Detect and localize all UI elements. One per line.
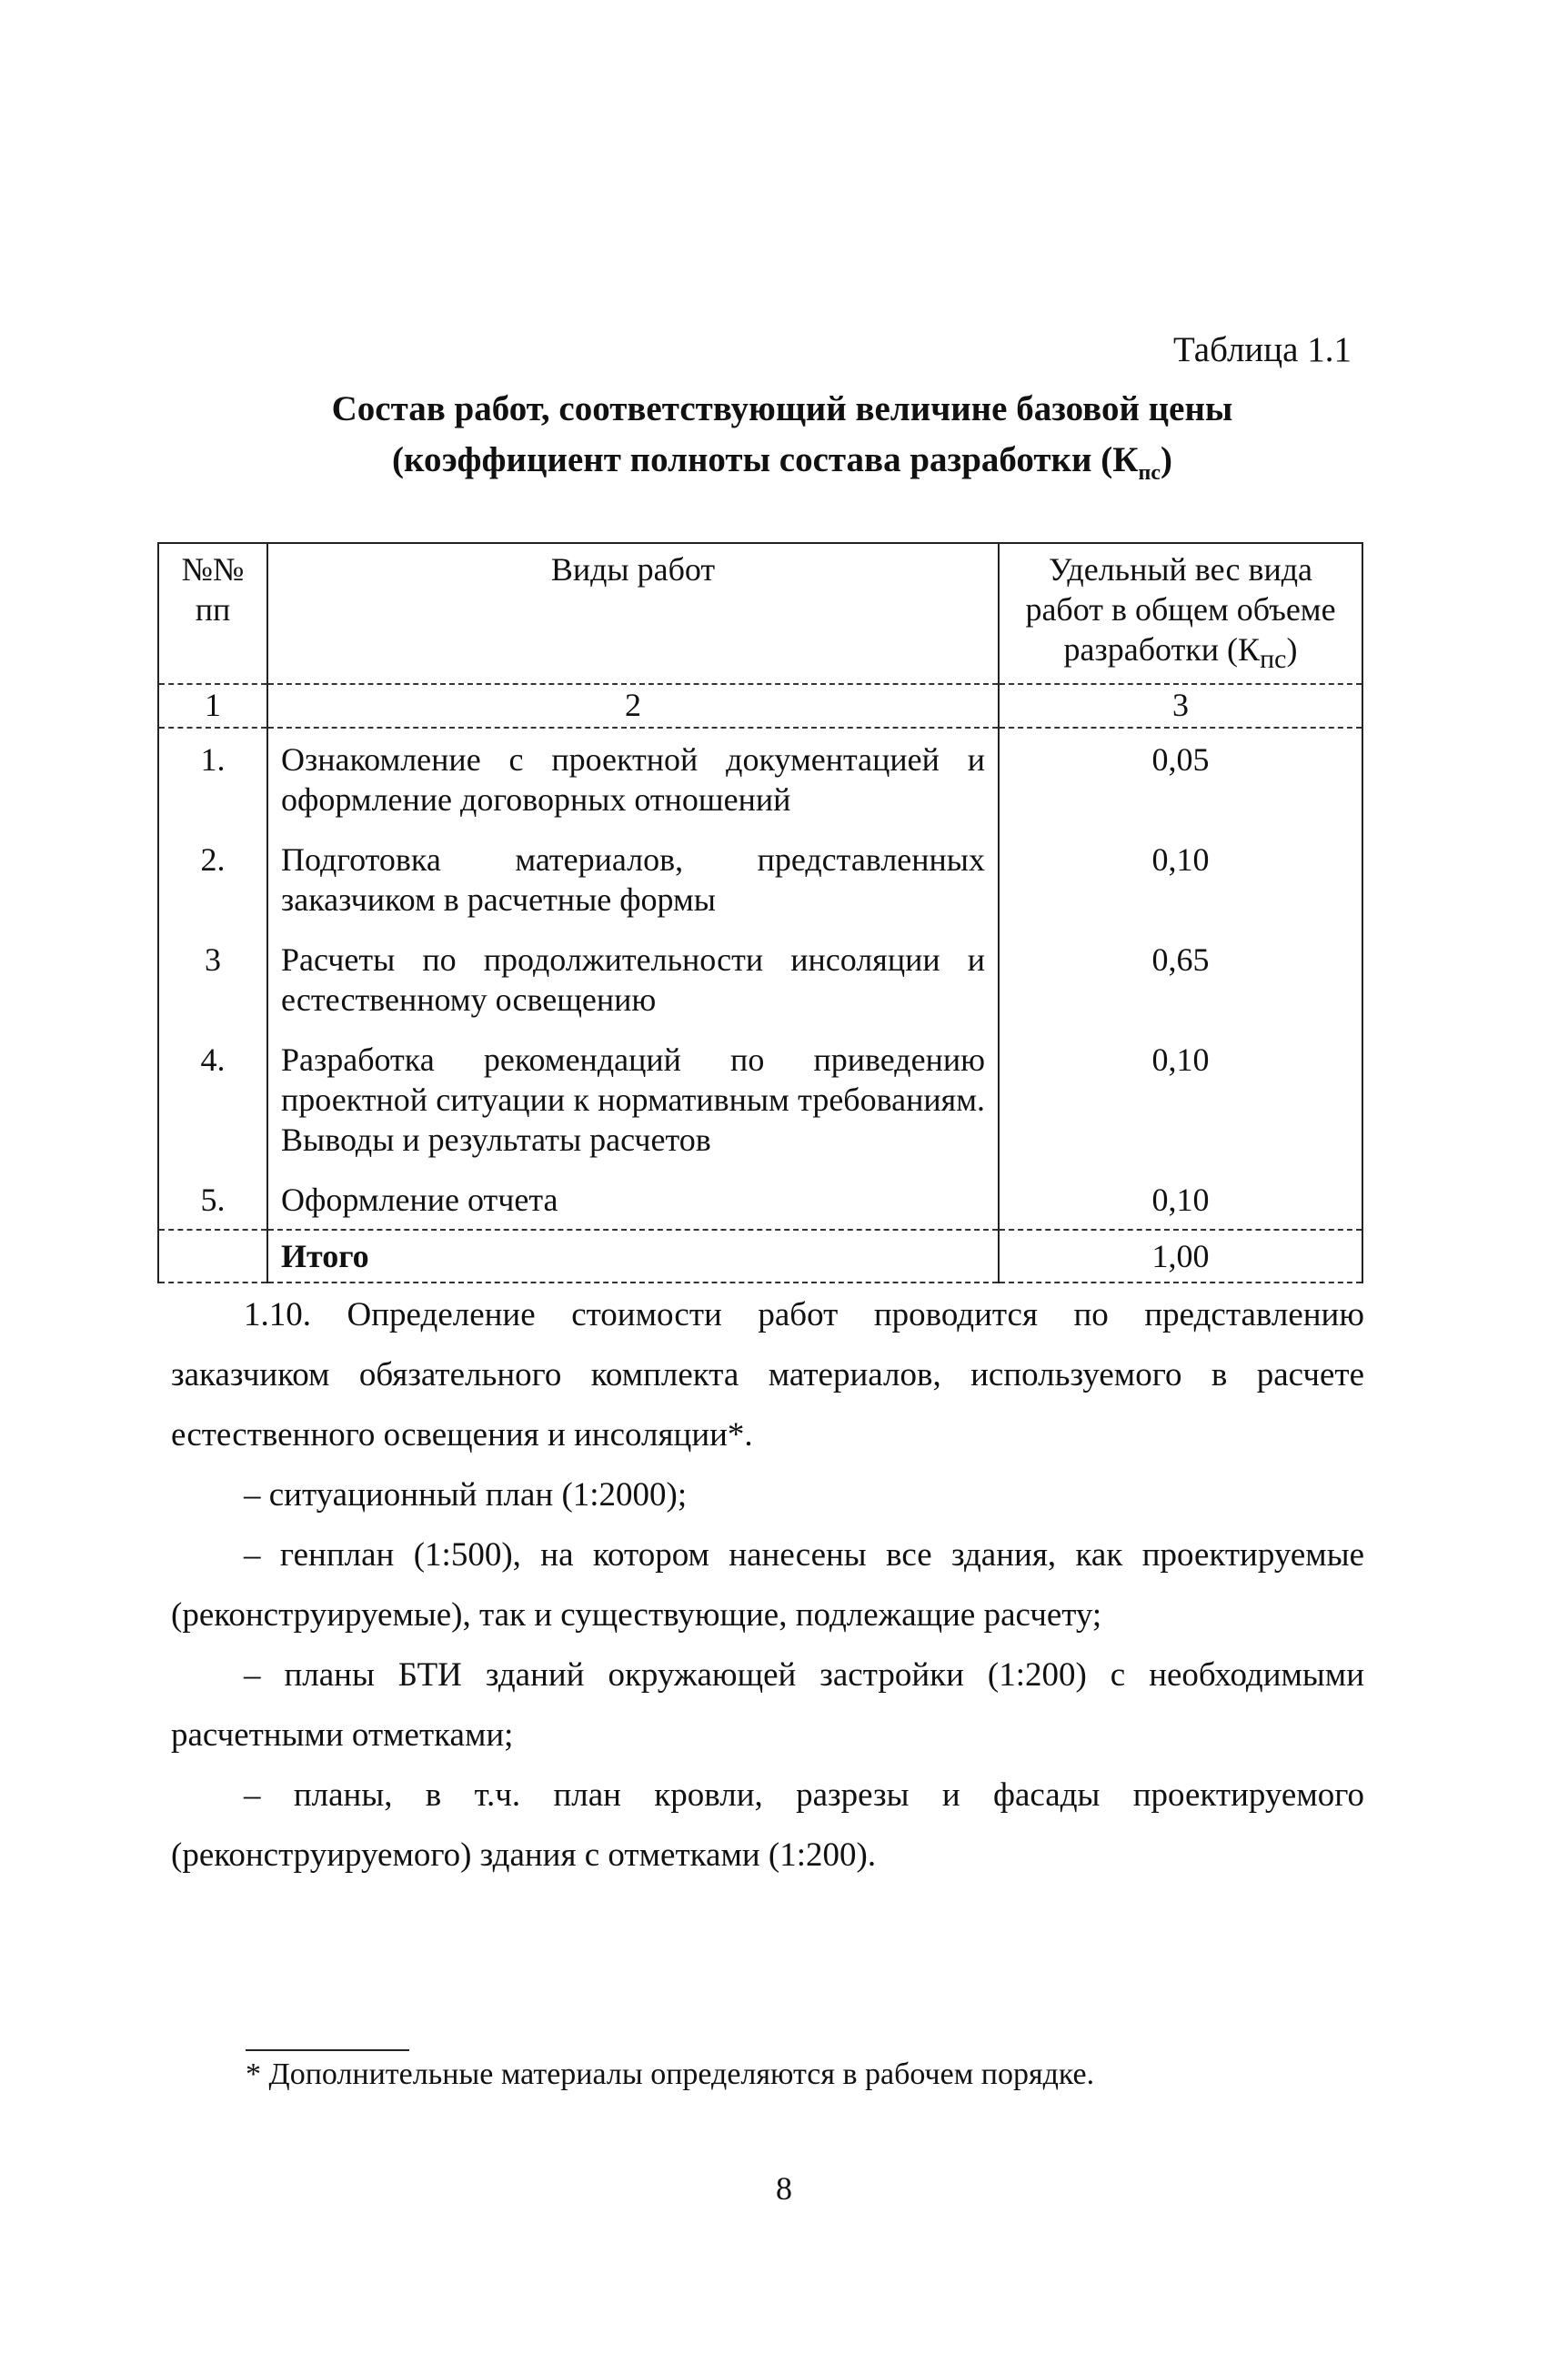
total-weight: 1,00 [999,1230,1362,1283]
table-row [158,1169,1362,1230]
column-number-row [158,684,1362,728]
page-number: 8 [776,2170,792,2207]
works-table [157,542,1363,1283]
row-work: Оформление отчета [267,1169,999,1230]
footnote-separator [246,2049,409,2051]
row-work: Ознакомление с проектной документацией и оформление договорных отношений [267,728,999,829]
row-number: 2. [158,829,267,929]
row-number: 5. [158,1169,267,1230]
row-work: Разработка рекомендаций по приведению проектной ситуации к нормативным требованиям. Выводы и результаты расчетов [267,1029,999,1169]
column-number: 2 [267,684,999,728]
row-number: 4. [158,1029,267,1169]
paragraph-1-10: 1.10. Определение стоимости работ проводится по представлению заказчиком обязательного комплекта материалов, используемого в расчете естественного освещения и инсоляции*. [171,1296,1364,1454]
row-number: 1. [158,728,267,829]
list-item: – ситуационный план (1:2000); [244,1476,688,1514]
header-weight: Удельный вес вида работ в общем объеме разработки $(К_{пс})$ [999,543,1362,684]
total-empty-cell [158,1230,267,1283]
column-number: 1 [158,684,267,728]
table-row [158,1029,1362,1169]
row-weight: 0,10 [999,1169,1362,1230]
table-caption: Таблица 1.1 [1172,330,1352,369]
row-weight: 0,10 [999,1029,1362,1169]
body-text [171,1285,1364,1886]
list-item: – планы, в т.ч. план кровли, разрезы и фасады проектируемого (реконструируемого) здания с отметками (1:200). [171,1776,1364,1874]
row-weight: 0,65 [999,929,1362,1029]
row-number: 3 [158,929,267,1029]
table-row [158,829,1362,929]
title-line-1: Состав работ, соответствующий величине базовой цены [331,389,1233,428]
header-num: №№ пп [158,543,267,684]
row-work: Расчеты по продолжительности инсоляции и естественному освещению [267,929,999,1029]
total-label: Итого [267,1230,999,1283]
row-weight: 0,05 [999,728,1362,829]
column-number: 3 [999,684,1362,728]
table-header-row [158,543,1362,684]
total-row [158,1230,1362,1283]
title-line-2: (коэффициент полноты состава разработки $(К_{пс})$ [392,440,1172,485]
header-work: Виды работ [267,543,999,684]
table-title [218,384,1346,498]
row-weight: 0,10 [999,829,1362,929]
list-item: – планы БТИ зданий окружающей застройки (1:200) с необходимыми расчетными отметками; [171,1656,1364,1754]
footnote: * Дополнительные материалы определяются в рабочем порядке. [246,2057,1095,2091]
table-row [158,728,1362,829]
list-item: – генплан (1:500), на котором нанесены все здания, как проектируемые (реконструируемые), так и существующие, подлежащие расчету; [171,1536,1364,1634]
table-row [158,929,1362,1029]
row-work: Подготовка материалов, представленных заказчиком в расчетные формы [267,829,999,929]
